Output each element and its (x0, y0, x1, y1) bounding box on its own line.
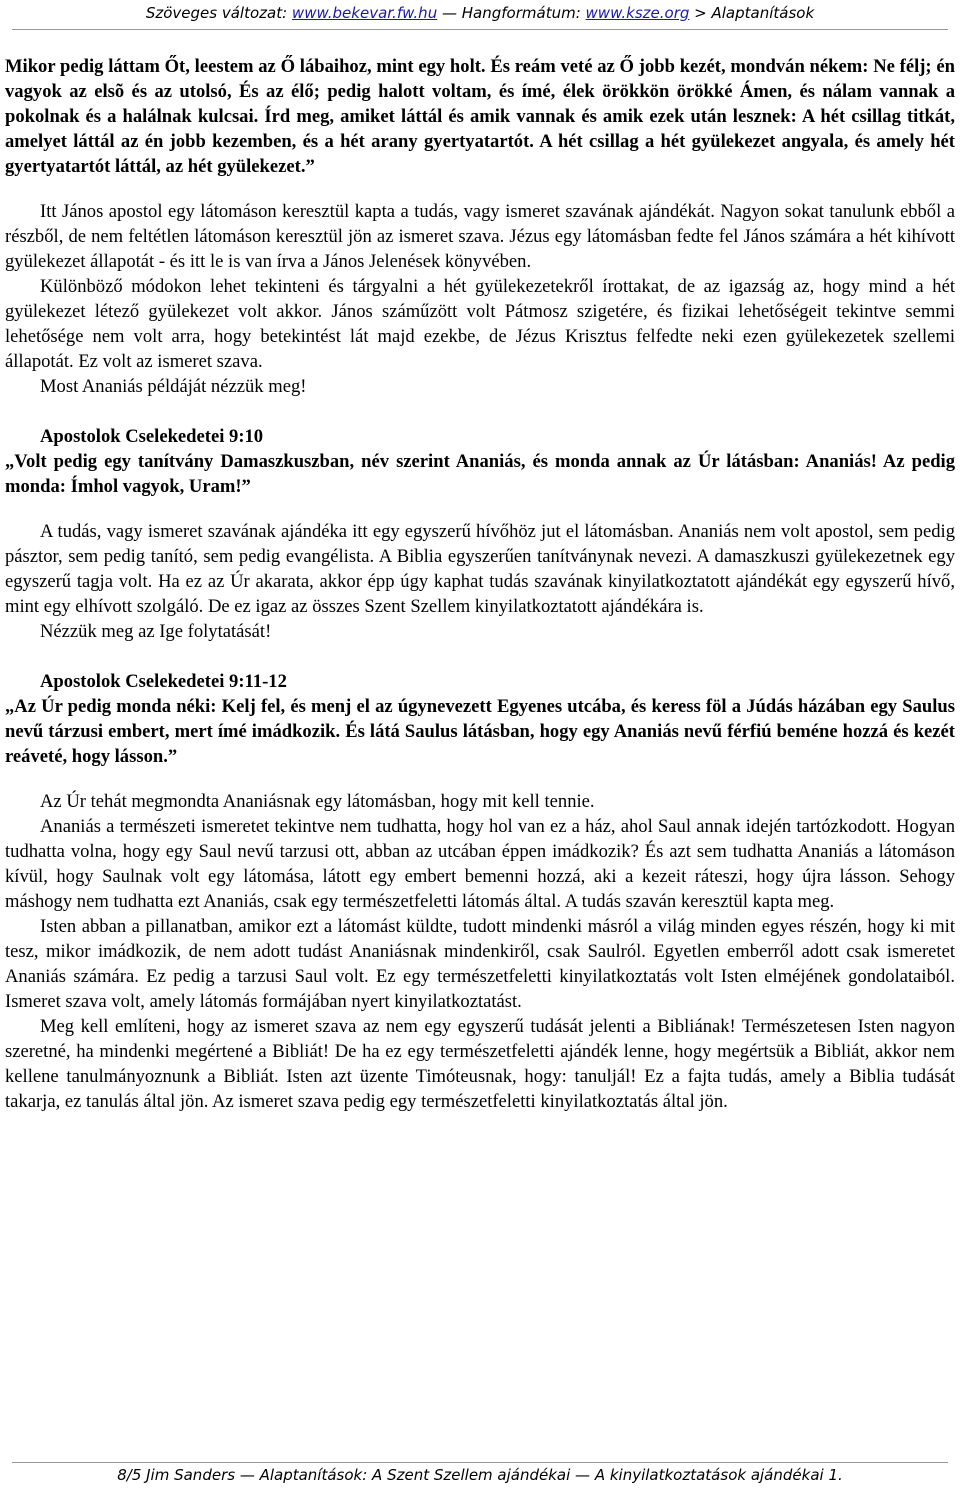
scripture-reference-1: Apostolok Cselekedetei 9:10 (40, 426, 264, 447)
paragraph-2: Különböző módokon lehet tekinteni és tárgyalni a hét gyülekezetekről írottakat, de az igazság az, hogy mind a hét gyülekezet létező gyülekezet volt akkor. János száműzött volt Pátmosz szigetére, és fizikai lehetőségeit tekintve semmi lehetősége nem volt arra, hogy betekintést lát majd ezekbe, de Jézus Krisztus felfedte neki ezen gyülekezetek szellemi állapotát. Ez volt az ismeret szava. (5, 276, 955, 372)
header-label-audio: Hangformátum: (461, 4, 581, 22)
header-label-text: Szöveges változat: (145, 4, 288, 22)
paragraph-8: Isten abban a pillanatban, amikor ezt a látomást küldte, tudott mindenki másról a világ minden egyes részén, hogy ki mit tesz, mikor imádkozik, de nem adott tudást Ananiásnak mindenkiről, csak Saulról. Egyetlen emberről adott csak ismeretet Ananiás számára. Ez pedig a tarzusi Saul volt. Ez egy természetfeletti kinyilatkoztatás volt Isten elméjének gondolataiból. Ismeret szava volt, amely látomás formájában nyert kinyilatkoztatást. (5, 916, 955, 1012)
header-separator: — (441, 4, 457, 22)
header-link-bekevar[interactable]: www.bekevar.fw.hu (291, 4, 438, 22)
scripture-reference-2: Apostolok Cselekedetei 9:11-12 (40, 671, 287, 692)
paragraph-9: Meg kell említeni, hogy az ismeret szava az nem egy egyszerű tudását jelenti a Bibliának! Természetesen Isten nagyon szeretné, ha mindenki megértené a Bibliát! De ha ez egy természetfeletti ajándék lenne, hogy megértsük a Bibliát, akkor nem kellene tanulmányoznunk a Bibliát. Isten azt üzente Timóteusnak, hogy: tanuljál! Ez a fajta tudás, amely a Biblia tudását takarja, ez tanulás által jön. Az ismeret szava pedig egy természetfeletti kinyilatkoztatás által jön. (5, 1016, 955, 1112)
paragraph-7: Ananiás a természeti ismeretet tekintve nem tudhatta, hogy hol van ez a ház, ahol Saul annak idején tartózkodott. Hogyan tudhatta volna, hogy egy Saul nevű tarzusi ott, abban az utcában éppen imádkozik? És azt sem tudhatta Ananiás a látomáson kívül, hogy Saulnak volt egy látomása, látott egy embert bemenni hozzá, aki a kezeit ráteszi, hogy újra lásson. Sehogy máshogy nem tudhatta ezt Ananiás, csak egy természetfeletti látomás által. A tudás szaván keresztül kapta meg. (5, 816, 955, 912)
page-footer: 8/5 Jim Sanders — Alaptanítások: A Szent Szellem ajándékai — A kinyilatkoztatások ajándékai 1. (117, 1466, 843, 1484)
header-link-ksze[interactable]: www.ksze.org (585, 4, 690, 22)
paragraph-5: Nézzük meg az Ige folytatását! (40, 621, 272, 642)
document-body (5, 54, 955, 1114)
quote-intro: Mikor pedig láttam Őt, leestem az Ő lábaihoz, mint egy holt. És reám veté az Ő jobb kezét, mondván nékem: Ne félj; én vagyok az elsõ és az utolsó, És az élő; pedig halott voltam, és ímé, élek örökkön örökké Ámen, és nálam vannak a pokolnak és a halálnak kulcsai. Írd meg, amiket láttál és amik vannak és amik ezek után lesznek: A hét csillag titkát, amelyet láttál az én jobb kezemben, és a hét arany gyertyatartót. A hét csillag a hét gyülekezet angyala, és amely hét gyertyatartót láttál, az hét gyülekezet.” (5, 56, 955, 177)
header-suffix: > Alaptanítások (694, 4, 815, 22)
paragraph-6: Az Úr tehát megmondta Ananiásnak egy látomásban, hogy mit kell tennie. (40, 791, 595, 812)
paragraph-1: Itt János apostol egy látomáson keresztül kapta a tudás, vagy ismeret szavának ajándékát. Nagyon sokat tanulunk ebből a részből, de nem feltétlen látomáson keresztül jön az ismeret szava. Jézus egy látomásban fedte fel János számára a hét kihívott gyülekezet állapotát - és itt le is van írva a János Jelenések könyvében. (5, 201, 955, 272)
paragraph-3: Most Ananiás példáját nézzük meg! (40, 376, 307, 397)
page-header (0, 0, 960, 30)
paragraph-4: A tudás, vagy ismeret szavának ajándéka itt egy egyszerű hívőhöz jut el látomásban. Ananiás nem volt apostol, sem pedig pásztor, sem pedig tanító, sem pedig evangélista. A Biblia egyszerűen tanítványnak nevezi. A damaszkuszi gyülekezetnek egy egyszerű tagja volt. Ha ez az Úr akarata, akkor épp úgy kaphat tudás szavának kinyilatkoztatott ajándékát egy egyszerű hívő, mint egy elhívott szolgáló. De ez igaz az összes Szent Szellem kinyilatkoztatott ajándékára is. (5, 521, 955, 617)
scripture-quote-2: „Az Úr pedig monda néki: Kelj fel, és menj el az úgynevezett Egyenes utcába, és keress föl a Júdás házában egy Saulus nevű tárzusi embert, mert ímé imádkozik. És látá Saulus látásban, hogy egy Ananiás nevű férfiú beméne hozzá és kezét reáveté, hogy lásson.” (5, 696, 955, 767)
scripture-quote-1: „Volt pedig egy tanítvány Damaszkuszban, név szerint Ananiás, és monda annak az Úr látásban: Ananiás! Az pedig monda: Ímhol vagyok, Uram!” (5, 451, 955, 497)
header-divider (12, 29, 948, 30)
